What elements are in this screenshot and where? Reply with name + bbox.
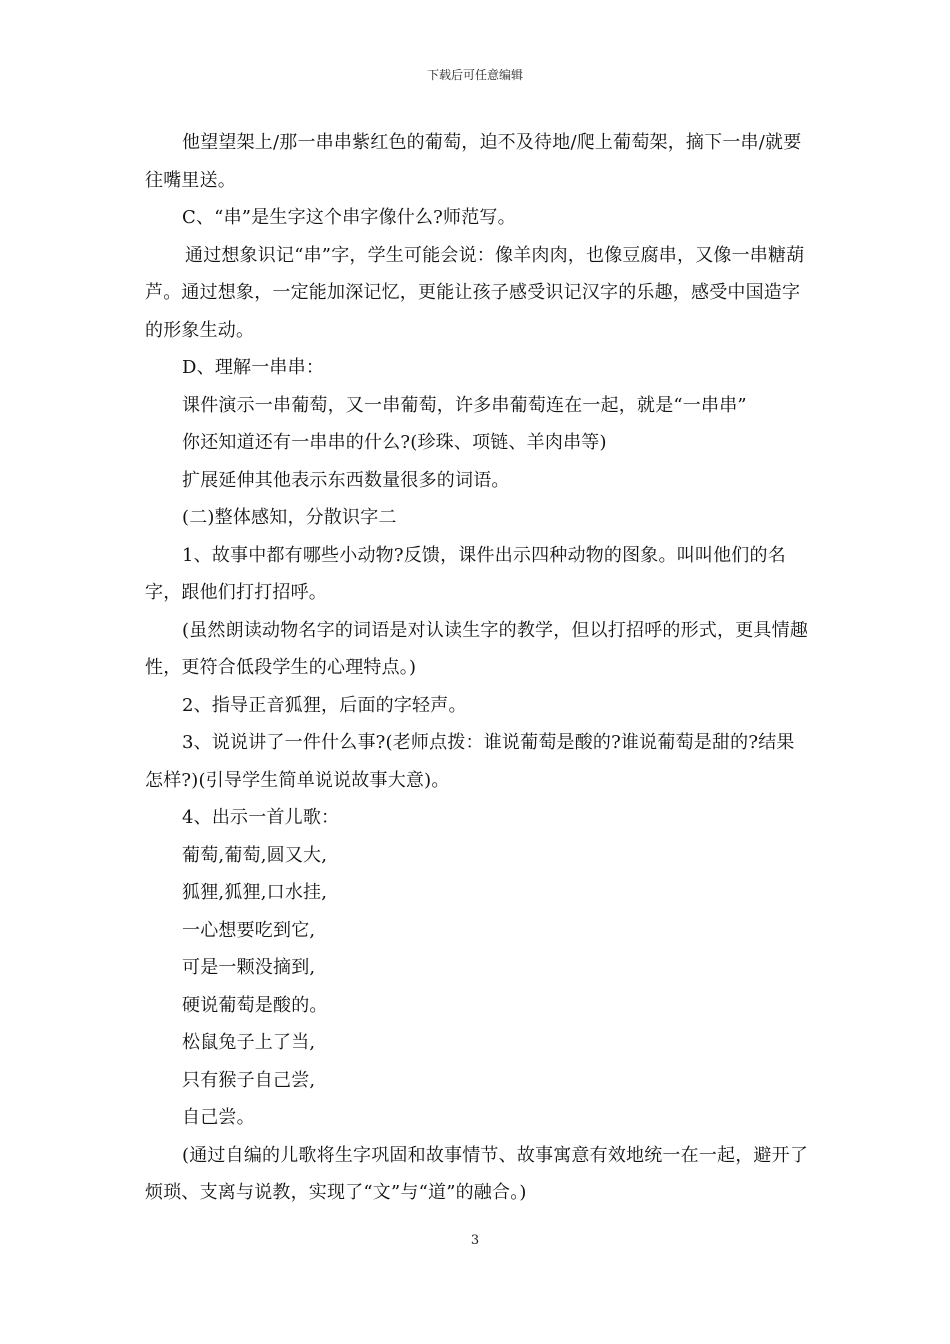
poem-line-4: 可是一颗没摘到,: [182, 957, 316, 978]
poem-line-6: 松鼠兔子上了当,: [182, 1032, 316, 1053]
paragraph-12: 3、说说讲了一件什么事?(老师点拨：谁说葡萄是酸的?谁说葡萄是甜的?结果怎样?)(引导学生简单说说故事大意)。: [145, 732, 795, 791]
paragraph-13: 4、出示一首儿歌：: [182, 807, 340, 828]
page-header: 下载后可任意编辑: [426, 68, 523, 82]
section-heading: (二)整体感知，分散识字二: [182, 507, 397, 528]
poem-line-3: 一心想要吃到它,: [182, 919, 316, 941]
paragraph-2: C、“串”是生字这个串字像什么?师范写。: [182, 207, 516, 228]
paragraph-4: D、理解一串串：: [182, 357, 325, 378]
poem-line-1: 葡萄,葡萄,圆又大,: [182, 844, 328, 866]
paragraph-last: (通过自编的儿歌将生字巩固和故事情节、故事寓意有效地统一在一起，避开了烦琐、支离与说教，实现了“文”与“道”的融合。): [145, 1144, 809, 1203]
paragraph-1: 他望望架上/那一串串紫红色的葡萄，迫不及待地/爬上葡萄架，摘下一串/就要往嘴里送。: [145, 132, 802, 191]
paragraph-9: 1、故事中都有哪些小动物?反馈，课件出示四种动物的图象。叫叫他们的名字，跟他们打打招呼。: [145, 544, 786, 603]
document-body: [145, 124, 810, 1212]
poem-line-5: 硬说葡萄是酸的。: [182, 994, 328, 1016]
paragraph-6: 你还知道还有一串串的什么?(珍珠、项链、羊肉串等): [182, 432, 607, 453]
poem-line-7: 只有猴子自己尝,: [182, 1069, 316, 1091]
paragraph-11: 2、指导正音狐狸，后面的字轻声。: [182, 694, 467, 716]
paragraph-7: 扩展延伸其他表示东西数量很多的词语。: [182, 469, 510, 491]
paragraph-3: 通过想象识记“串”字，学生可能会说：像羊肉肉，也像豆腐串，又像一串糖葫芦。通过想象，一定能加深记忆，更能让孩子感受识记汉字的乐趣，感受中国造字的形象生动。: [145, 244, 805, 341]
page-number: 3: [470, 1233, 480, 1248]
poem-line-8: 自己尝。: [182, 1107, 255, 1128]
poem-line-2: 狐狸,狐狸,口水挂,: [182, 882, 328, 903]
paragraph-5: 课件演示一串葡萄，又一串葡萄，许多串葡萄连在一起，就是“一串串”: [182, 394, 747, 416]
paragraph-10: (虽然朗读动物名字的词语是对认读生字的教学，但以打招呼的形式，更具情趣性，更符合低段学生的心理特点。): [145, 619, 809, 678]
